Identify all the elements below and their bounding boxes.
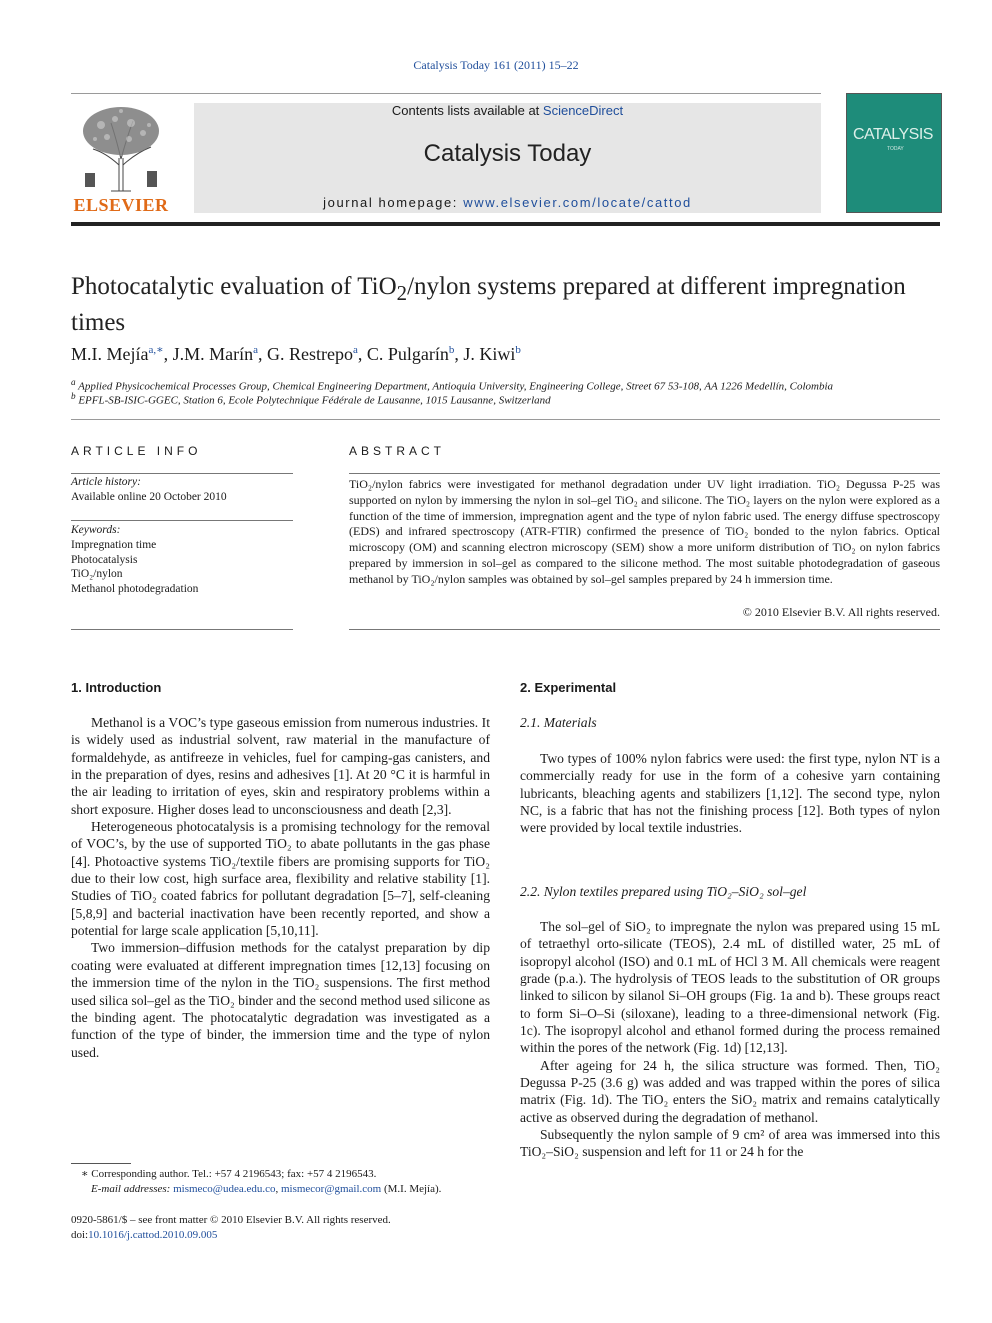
contents-available-line [194,103,821,118]
abstract-bottom-rule [349,629,940,630]
front-matter [71,1213,391,1243]
author-name: J. Kiwi [463,344,516,364]
affiliation-a-text: Applied Physicochemical Processes Group, Chemical Engineering Department, Antioquia University, Engineering College, Street 67 53-108, AA 1226 Medellín, Colombia [78,380,834,393]
abstract-heading: ABSTRACT [349,444,446,458]
doi-line [71,1228,391,1243]
sciencedirect-link[interactable]: ScienceDirect [542,103,624,118]
paragraph: Methanol is a VOC’s type gaseous emission from numerous industries. It is widely used as industrial solvent, raw material in the manufacture of formaldehyde, as antifreeze in vehicles, fuel for camping-gas canisters, and in the preparation of dyes, resins and adhesives [1]. At 20 °C it is harmful in the air leading to irritation of eyes, skin and respiratory problems within a short exposure. Higher doses lead to unconsciousness and death [2,3]. [71,715,490,817]
footnote-rule [71,1163,131,1164]
abstract-copyright: © 2010 Elsevier B.V. All rights reserved. [742,605,940,619]
paragraph: Heterogeneous photocatalysis is a promising technology for the removal of VOC’s, by the use of supported TiO₂ to abate pollutants in the gas phase [4]. Photoactive systems TiO₂/textile fibers are promising supports for TiO₂ due to their low cost, high surface area, flexibility and relative stability [1]. Studies of TiO₂ coated fabrics for pollutant degradation [5–7], self-cleaning [5,8,9] and bacterial inactivation have been recently reported, and show a potential for large scale application [5,10,11]. [71,819,490,939]
author-affil-sup[interactable]: b [515,344,521,356]
cover-subtitle: TODAY [887,146,904,152]
email-line [71,1182,491,1197]
article-history-label: Article history: [71,476,141,488]
email-suffix: (M.I. Mejía). [381,1183,442,1195]
article-info-heading: ARTICLE INFO [71,444,202,458]
journal-homepage-link[interactable]: www.elsevier.com/locate/cattod [463,195,692,210]
affiliation-b-marker: b [71,391,76,401]
email-link[interactable]: mismeco@udea.edu.co [173,1183,276,1195]
cover-title: CATALYSIS [853,126,933,143]
title-subscript: 2 [396,281,408,305]
doi-prefix: doi: [71,1229,89,1241]
header-bottom-rule [71,222,940,226]
author-name: M.I. Mejía [71,344,149,364]
keywords-list [71,538,198,596]
keywords-rule [71,520,293,521]
keyword-item: Impregnation time [71,539,157,551]
paragraph: After ageing for 24 h, the silica structure was formed. Then, TiO₂ Degussa P-25 (3.6 g) was added and was trapped within the pores of silica matrix (Fig. 1d). The TiO₂ enters the SiO₂ matrix and remains catalytically active as observed during the degradation of methanol. [520,1057,940,1125]
abstract-rule [349,473,940,474]
affiliation-rule [71,419,940,420]
abstract-text: TiO₂/nylon fabrics were investigated for methanol degradation under UV light irradiation. TiO₂ Degussa P-25 was supported on nylon by immersing the nylon in sol–gel TiO₂ and silicone. The TiO₂ layers on the nylon were explored as a function of the time of immersion, impregnation agent and the type of nylon fabric used. The energy diffuse spectroscopy (EDS) and infrared spectroscopy (ATR-FTIR) confirmed the presence of TiO₂ bonded to the nylon fabrics. Optical microscopy (OM) and scanning electron microscopy (SEM) show a more uniform distribution of TiO₂ on nylon fabrics prepared by immersion in sol–gel as compared to the silicone method. The most suitable photodegradation of gaseous methanol by TiO₂/nylon samples was obtained by sol–gel samples prepared by 24 h immersion time. [349,477,940,586]
homepage-prefix: journal homepage: [323,195,464,210]
title-part-1: Photocatalytic evaluation of TiO [71,273,397,300]
email-separator: , [275,1183,281,1195]
author-list: M.I. Mejía$^{a,∗}$, J.M. Marín$^a$, G. Restrepo$^a$, C. Pulgarín$^b$, J. Kiwi$^b$ [71,344,521,364]
author-affil-sup[interactable]: b [448,344,455,356]
paragraph: Subsequently the nylon sample of 9 cm² of area was immersed into this TiO₂–SiO₂ suspension and left for 11 or 24 h for the [520,1127,940,1160]
section-title-experimental: 2. Experimental [520,680,617,695]
article-title [71,272,931,337]
header-top-rule [71,93,821,94]
materials-body [520,750,940,837]
paragraph: Two immersion–diffusion methods for the catalyst preparation by dip coating were evaluated at different impregnation times [12,13] focusing on the immersion time of the nylon in the TiO₂ suspensions. The first method used silica sol–gel as the TiO₂ binder and the second method used silicone as the binding agent. The photocatalytic degradation was investigated as a function of the type of binder, the immersion time and the type of nylon used. [71,940,490,1060]
journal-title: Catalysis Today [423,140,592,167]
keywords-label: Keywords: [71,524,121,536]
author-affil-sup[interactable]: a [253,344,258,356]
author-affil-sup[interactable]: a,∗ [148,344,164,356]
article-history-value: Available online 20 October 2010 [71,491,227,503]
journal-reference[interactable]: Catalysis Today 161 (2011) 15–22 [413,58,579,72]
contents-prefix: Contents lists available at [391,103,543,118]
author-name: J.M. Marín [172,344,254,364]
author-affil-sup[interactable]: a [352,344,358,356]
email-link[interactable]: mismecor@gmail.com [280,1183,382,1195]
elsevier-wordmark: ELSEVIER [73,195,169,215]
affiliation-a-marker: a [71,377,76,387]
author-name: G. Restrepo [266,344,353,364]
title-part-2: /nylon systems prepared at different impregnation times [71,273,906,336]
journal-homepage-line [194,195,821,210]
issn-line: 0920-5861/$ – see front matter © 2010 Elsevier B.V. All rights reserved. [71,1214,391,1226]
corresponding-author-line: ∗ Corresponding author. Tel.: +57 4 2196543; fax: +57 4 2196543. [81,1168,377,1180]
nylon-textiles-body [520,918,940,1161]
affiliation-b [71,391,551,407]
paragraph: Two types of 100% nylon fabrics were used: the first type, nylon NT is a commercially ready for use in the form of a cohesive yarn containing lubricants, bleaching agents and stabilizers [1,12]. The second type, nylon NC, is a fabric that has not the finishing process [12]. Both types of nylon were provided by local textile industries. [520,751,940,836]
keyword-item: Methanol photodegradation [71,582,199,595]
email-label: E-mail addresses: [91,1183,174,1195]
corresponding-author-footnote [71,1167,491,1197]
introduction-body [71,714,490,1061]
journal-cover-thumbnail[interactable] [846,93,942,213]
subsection-title-materials: 2.1. Materials [520,715,597,730]
tree-icon [71,103,171,195]
article-info-rule [71,473,293,474]
keyword-item: Photocatalysis [71,553,138,566]
paragraph: The sol–gel of SiO₂ to impregnate the nylon was prepared using 15 mL of tetraethyl orto-silicate (TEOS), 2.4 mL of distilled water, 25 mL of isopropyl alcohol (ISO) and 0.1 mL of HCl 3 M. All chemicals were reagent grade (p.a.). The hydrolysis of TEOS leads to the substitution of OR groups linked to silicon by silanol Si–OH groups (Fig. 1a and b). These groups react to form Si–O–Si (siloxane), leading to a three-dimensional network (Fig. 1c). The isopropyl alcohol and ethanol formed during the process remained within the pores of the network (Fig. 1d) [12,13]. [520,919,940,1056]
affiliation-b-text: EPFL-SB-ISIC-GGEC, Station 6, Ecole Polytechnique Fédérale de Lausanne, 1015 Lausanne, Switzerland [78,394,551,407]
subsection-title-nylon-textiles: 2.2. Nylon textiles prepared using TiO₂–SiO₂ sol–gel [520,884,807,899]
section-title-introduction: 1. Introduction [71,680,162,695]
doi-link[interactable]: 10.1016/j.cattod.2010.09.005 [88,1229,218,1241]
author-name: C. Pulgarín [366,344,449,364]
article-info-bottom-rule [71,629,293,630]
keyword-item: TiO₂/nylon [71,568,123,580]
